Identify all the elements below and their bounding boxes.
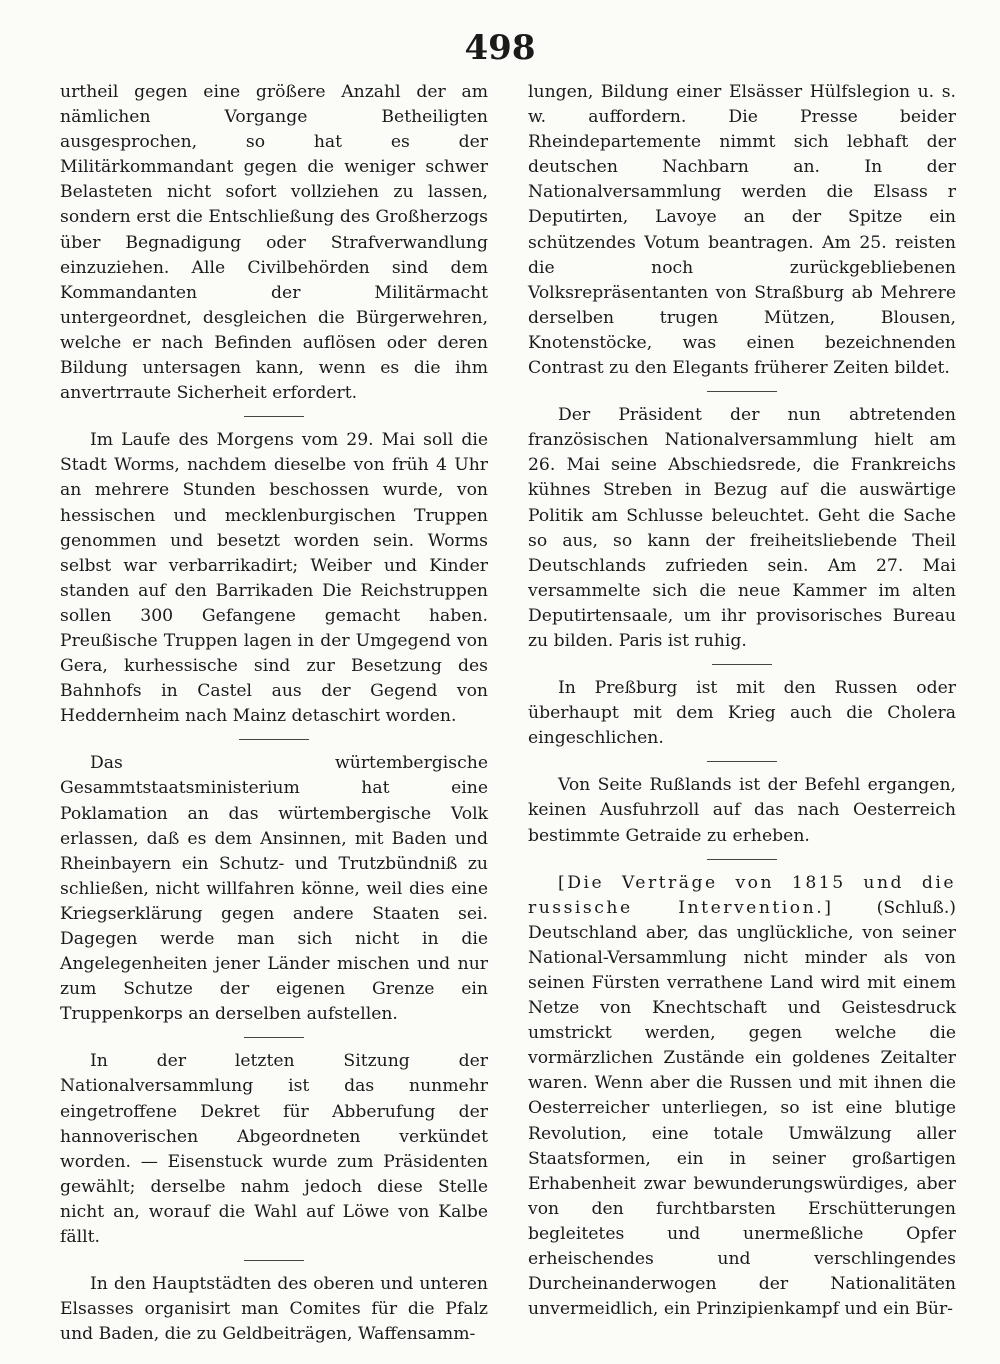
article-paragraph: urtheil gegen eine größere Anzahl der am nämlichen Vorgange Betheiligten ausgesprochen, so hat es der Militärkommandant gegen die weniger schwer Belasteten nicht sofort vollziehen zu lassen, sondern erst die Entschließung des Großherzogs über Begnadigung oder Strafverwandlung einzuziehen. Alle Civilbehörden sind dem Kommandanten der Militärmacht untergeordnet, desgleichen die Bürgerwehren, welche er nach Befinden auflösen oder deren Bildung untersagen kann, wenn es die ihm anvertrraute Sicherheit erfordert. <box>60 82 488 404</box>
right-column <box>528 80 956 1322</box>
section-divider <box>707 391 777 392</box>
article-paragraph: In Preßburg ist mit den Russen oder überhaupt mit dem Krieg auch die Cholera eingeschlichen. <box>528 678 956 749</box>
conclusion-note: (Schluß.) <box>876 897 957 918</box>
section-divider <box>244 1260 304 1261</box>
article-paragraph: In den Hauptstädten des oberen und unteren Elsasses organisirt man Comites für die Pfalz und Baden, die zu Geldbeiträgen, Waffensamm- <box>60 1274 488 1345</box>
section-divider <box>244 416 304 417</box>
article-heading: [Die Verträge von 1815 und die russische Intervention.] <box>528 872 956 918</box>
section-divider <box>239 739 309 740</box>
article-paragraph: Im Laufe des Morgens vom 29. Mai soll die Stadt Worms, nachdem dieselbe von früh 4 Uhr an mehrere Stunden beschossen wurde, von hessischen und mecklenburgischen Truppen genommen und besetzt worden sein. Worms selbst war verbarrikadirt; Weiber und Kinder standen auf den Barrikaden Die Reichstruppen sollen 300 Gefangene gemacht haben. Preußische Truppen lagen in der Umgegend von Gera, kurhessische sind zur Besetzung des Bahnhofs in Castel aus der Gegend von Heddernheim nach Mainz detaschirt worden. <box>60 430 488 727</box>
article-paragraph: Das würtembergische Gesammtstaatsministerium hat eine Poklamation an das würtembergische Volk erlassen, daß es dem Ansinnen, mit Baden und Rheinbayern ein Schutz- und Trutzbündniß zu schließen, nicht willfahren könne, weil dies eine Kriegserklärung gegen andere Staaten sei. Dagegen werde man sich nicht in die Angelegenheiten jener Länder mischen und nur zum Schutze der eigenen Grenze ein Truppenkorps an derselben aufstellen. <box>60 753 488 1025</box>
section-divider <box>707 859 777 860</box>
page-number: 498 <box>464 28 536 68</box>
article-paragraph: Der Präsident der nun abtretenden französischen Nationalversammlung hielt am 26. Mai seine Abschiedsrede, die Frankreichs kühnes Streben in Bezug auf die auswärtige Politik am Schlusse beleuchtet. Geht die Sache so aus, so kann der freiheitsliebende Theil Deutschlands zufrieden sein. Am 27. Mai versammelte sich die neue Kammer im alten Deputirtensaale, um ihr provisorisches Bureau zu bilden. Paris ist ruhig. <box>528 405 956 651</box>
article-paragraph: lungen, Bildung einer Elsässer Hülfslegion u. s. w. auffordern. Die Presse beider Rheindepartemente nimmt sich lebhaft der deutschen Nachbarn an. In der Nationalversammlung werden die Elsass r Deputirten, Lavoye an der Spitze ein schützendes Votum beantragen. Am 25. reisten die noch zurückgebliebenen Volksrepräsentanten von Straßburg ab Mehrere derselben trugen Mützen, Blousen, Knotenstöcke, was einen bezeichnenden Contrast zu den Elegants früherer Zeiten bildet. <box>528 82 956 379</box>
section-divider <box>244 1037 304 1038</box>
article-paragraph: In der letzten Sitzung der Nationalversammlung ist das nunmehr eingetroffene Dekret für Abberufung der hannoverischen Abgeordneten verkündet worden. — Eisenstuck wurde zum Präsidenten gewählt; derselbe nahm jedoch diese Stelle nicht an, worauf die Wahl auf Löwe von Kalbe fällt. <box>60 1051 488 1248</box>
section-divider <box>707 761 777 762</box>
section-divider <box>712 664 772 665</box>
article-section <box>528 871 956 1323</box>
article-paragraph: Von Seite Rußlands ist der Befehl ergangen, keinen Ausfuhrzoll auf das nach Oesterreich bestimmte Getraide zu erheben. <box>528 775 956 846</box>
left-column <box>60 80 488 1347</box>
article-body: Deutschland aber, das unglückliche, von seiner National-Versammlung nicht minder als von seinen Fürsten verrathene Land wird mit einem Netze von Knechtschaft und Geistesdruck umstrickt werden, gegen welche die vormärzlichen Zustände ein goldenes Zeitalter waren. Wenn aber die Russen und mit ihnen die Oesterreicher unterliegen, so ist eine blutige Revolution, eine totale Umwälzung aller Staatsformen, ein in seiner großartigen Erhabenheit zwar bewunderungswürdiges, aber von den furchtbarsten Erschütterungen begleitetes und unermeßliche Opfer erheischendes und verschlingendes Durcheinanderwogen der Nationalitäten unvermeidlich, ein Prinzipienkampf und ein Bür- <box>528 922 956 1320</box>
